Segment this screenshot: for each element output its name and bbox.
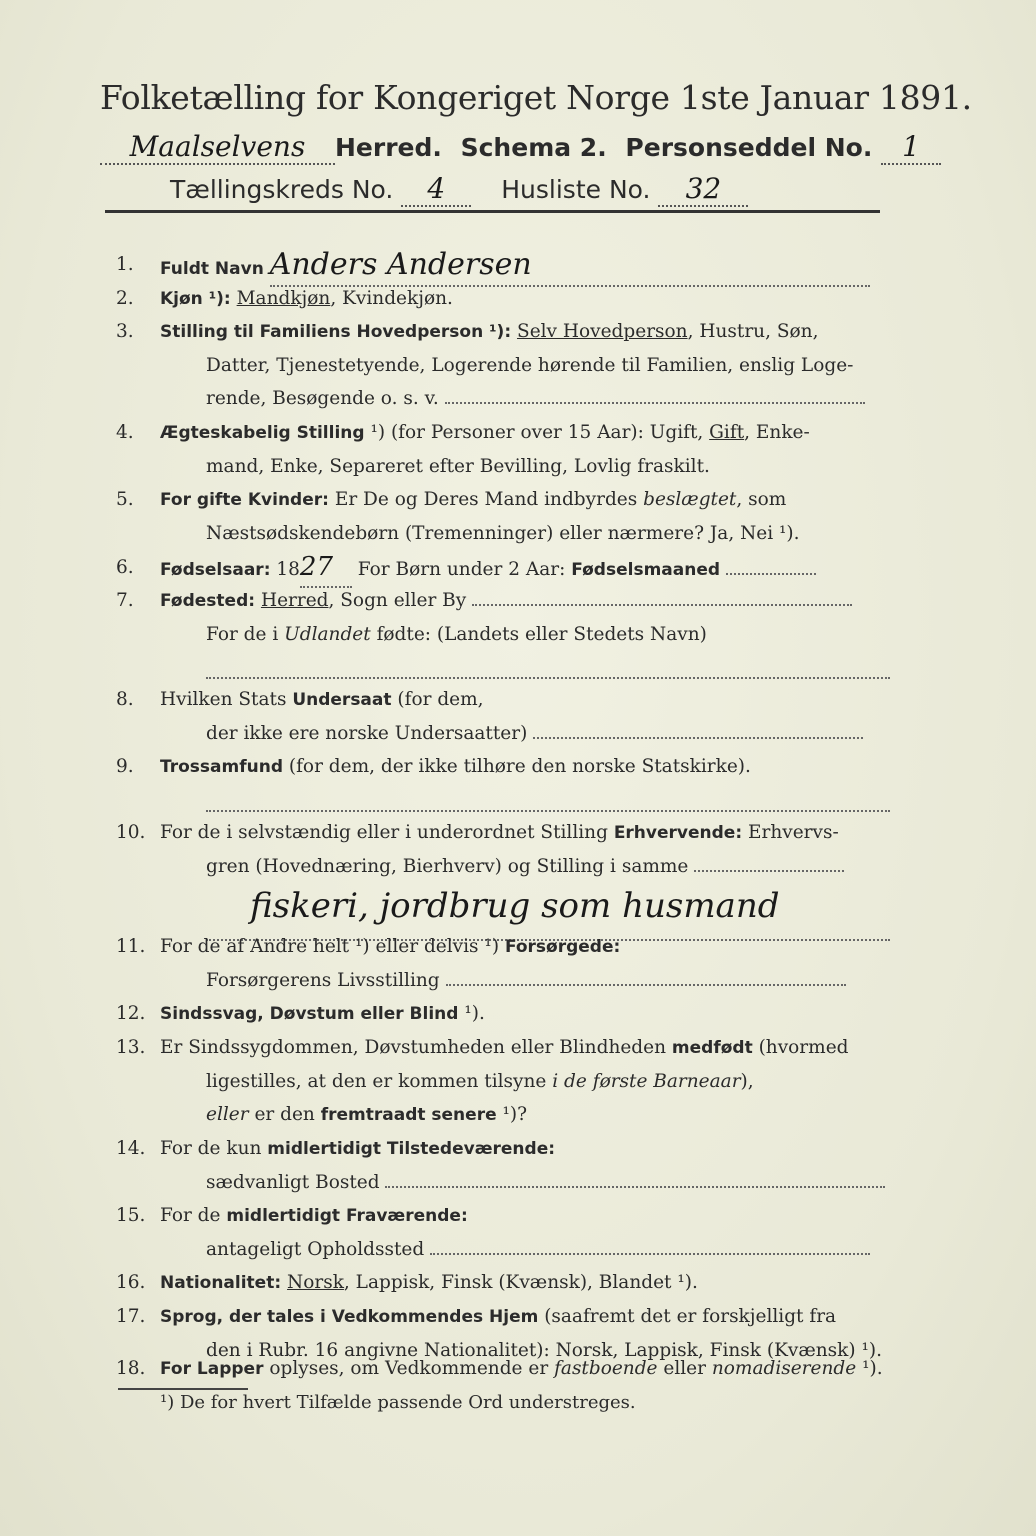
q18-label: For Lapper — [160, 1359, 264, 1379]
q5-rest: , som — [736, 489, 787, 510]
q16-rest: , Lappisk, Finsk (Kvænsk), Blandet ¹). — [343, 1272, 698, 1293]
footnote: ¹) De for hvert Tilfælde passende Ord understreges. — [160, 1392, 636, 1413]
q14-number: 14. — [116, 1138, 146, 1159]
q18-italic2: nomadiserende — [711, 1358, 857, 1379]
q4-text: ¹) (for Personer over 15 Aar): Ugift, — [364, 422, 710, 443]
q10-line2: gren (Hovednæring, Bierhverv) og Stilling i samme — [206, 856, 689, 877]
q18-text: oplyses, om Vedkommende er — [263, 1358, 555, 1379]
q17-number: 17. — [116, 1306, 146, 1327]
q1-answer: Anders Andersen — [269, 247, 532, 282]
q13-line3b: ¹)? — [496, 1104, 528, 1125]
q7-rest: , Sogn eller By — [328, 590, 467, 611]
q14-text: For de kun — [160, 1138, 268, 1159]
q3-line2: Datter, Tjenestetyende, Logerende hørende til Familien, enslig Loge- — [206, 355, 854, 376]
q3-line3: rende, Besøgende o. s. v. — [206, 388, 439, 409]
q16-label: Nationalitet: — [160, 1273, 282, 1293]
q3-rest: , Hustru, Søn, — [687, 321, 819, 342]
q15-line2: antageligt Opholdssted — [206, 1239, 425, 1260]
q13-line3-italic: eller — [206, 1104, 249, 1125]
q9-rest: (for dem, der ikke tilhøre den norske Statskirke). — [282, 756, 751, 777]
herred-line — [100, 130, 920, 165]
q8-rest: (for dem, — [391, 689, 484, 710]
q11-text: For de af Andre helt ¹) eller delvis ¹) — [160, 936, 505, 957]
kreds-no: 4 — [427, 172, 446, 205]
header-rule — [105, 210, 880, 213]
q7-line2a: For de i — [206, 624, 285, 645]
q13-label: medfødt — [671, 1038, 753, 1058]
q15-number: 15. — [116, 1205, 146, 1226]
q7-line2b: fødte: (Landets eller Stedets Navn) — [370, 624, 707, 645]
q4-line2: mand, Enke, Separeret efter Bevilling, Lovlig fraskilt. — [206, 456, 710, 477]
q12-label: Sindssvag, Døvstum eller Blind — [160, 1004, 459, 1024]
q6-prefix: 18 — [270, 559, 300, 580]
q10-number: 10. — [116, 822, 146, 843]
q1-label: Fuldt Navn — [160, 259, 264, 279]
q12-rest: ¹). — [458, 1003, 485, 1024]
q3-label: Stilling til Familiens Hovedperson ¹): — [160, 322, 512, 342]
q4-selected: Gift — [709, 422, 745, 443]
q9-label: Trossamfund — [160, 757, 283, 777]
q10-rest: Erhvervs- — [742, 822, 839, 843]
q11-label: Forsørgede: — [504, 937, 621, 957]
q8-text: Hvilken Stats — [160, 689, 293, 710]
q5-line2: Næstsødskendebørn (Tremenninger) eller nærmere? Ja, Nei ¹). — [206, 523, 800, 544]
q5-text: Er De og Deres Mand indbyrdes — [328, 489, 644, 510]
q13-number: 13. — [116, 1037, 146, 1058]
q13-line3-label: fremtraadt senere — [320, 1105, 497, 1125]
q6-label2: Fødselsmaaned — [571, 560, 721, 580]
q18-italic1: fastboende — [554, 1358, 658, 1379]
q15-text: For de — [160, 1205, 227, 1226]
q18-number: 18. — [116, 1358, 146, 1379]
q6-answer: 27 — [299, 552, 334, 582]
q8-label: Undersaat — [292, 690, 392, 710]
schema-label: Schema 2. — [460, 133, 607, 162]
q13-rest: (hvormed — [752, 1037, 849, 1058]
q3-number: 3. — [116, 321, 134, 342]
q13-line2-italic: i de første Barneaar — [552, 1071, 741, 1092]
q13-line2a: ligestilles, at den er kommen tilsyne — [206, 1071, 553, 1092]
q2-number: 2. — [116, 288, 134, 309]
q17-label: Sprog, der tales i Vedkommendes Hjem — [160, 1307, 539, 1327]
herred-name: Maalselvens — [129, 130, 306, 163]
personseddel-label: Personseddel No. — [625, 133, 873, 162]
q4-rest: , Enke- — [744, 422, 810, 443]
q2-label: Kjøn ¹): — [160, 289, 231, 309]
husliste-label: Husliste No. — [501, 175, 651, 204]
q11-number: 11. — [116, 936, 146, 957]
kreds-line — [170, 172, 970, 207]
q4-number: 4. — [116, 422, 134, 443]
q10-label: Erhvervende: — [613, 823, 743, 843]
q13-line2b: ), — [740, 1071, 754, 1092]
q5-italic: beslægtet — [643, 489, 737, 510]
q7-selected: Herred — [260, 590, 329, 611]
q8-line2: der ikke ere norske Undersaatter) — [206, 723, 528, 744]
q13-text: Er Sindssygdommen, Døvstumheden eller Blindheden — [160, 1037, 672, 1058]
q2-rest: , Kvindekjøn. — [330, 288, 453, 309]
q4-label: Ægteskabelig Stilling — [160, 423, 365, 443]
q14-label: midlertidigt Tilstedeværende: — [267, 1139, 556, 1159]
kreds-label: Tællingskreds No. — [170, 175, 394, 204]
q6-text: For Børn under 2 Aar: — [351, 559, 572, 580]
q15-label: midlertidigt Fraværende: — [226, 1206, 468, 1226]
q18-mid: eller — [657, 1358, 712, 1379]
q18-rest: ¹). — [856, 1358, 883, 1379]
form-title: Folketælling for Kongeriget Norge 1ste Januar 1891. — [100, 78, 972, 117]
q7-number: 7. — [116, 590, 134, 611]
q3-selected: Selv Hovedperson — [517, 321, 688, 342]
q7-line2-italic: Udlandet — [284, 624, 371, 645]
q14-line2: sædvanligt Bosted — [206, 1172, 380, 1193]
q13-line3a: er den — [248, 1104, 321, 1125]
q9-number: 9. — [116, 756, 134, 777]
q11-line2: Forsørgerens Livsstilling — [206, 970, 440, 991]
q1-number: 1. — [116, 254, 134, 275]
footnote-rule — [118, 1388, 248, 1390]
q8-number: 8. — [116, 689, 134, 710]
q16-number: 16. — [116, 1272, 146, 1293]
q7-label: Fødested: — [160, 591, 256, 611]
q10-text: For de i selvstændig eller i underordnet Stilling — [160, 822, 614, 843]
husliste-no: 32 — [685, 172, 722, 205]
q10-answer: fiskeri, jordbrug som husmand — [250, 886, 780, 926]
herred-label: Herred. — [335, 133, 442, 162]
q5-number: 5. — [116, 489, 134, 510]
q12-number: 12. — [116, 1003, 146, 1024]
q17-line2: den i Rubr. 16 angivne Nationalitet): Norsk, Lappisk, Finsk (Kvænsk) ¹). — [206, 1340, 882, 1361]
q6-number: 6. — [116, 557, 134, 578]
q17-rest: (saafremt det er forskjelligt fra — [538, 1306, 837, 1327]
q16-selected: Norsk — [287, 1272, 344, 1293]
q2-selected: Mandkjøn — [236, 288, 331, 309]
q6-label: Fødselsaar: — [160, 560, 271, 580]
q5-label: For gifte Kvinder: — [160, 490, 329, 510]
personseddel-no: 1 — [902, 130, 920, 163]
